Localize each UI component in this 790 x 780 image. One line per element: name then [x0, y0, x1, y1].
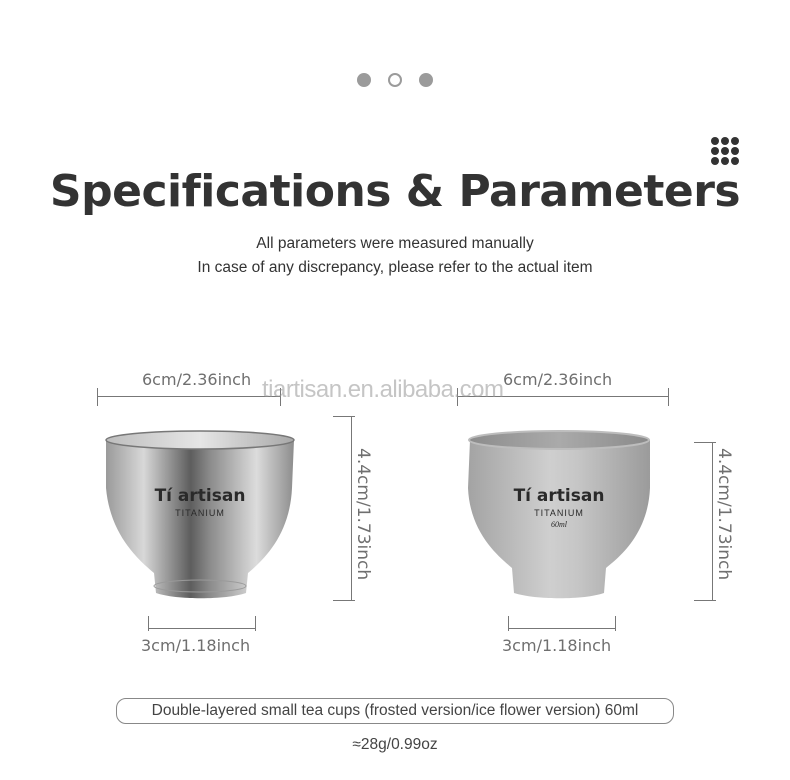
width-dimension-line-1 — [97, 396, 280, 397]
base-tick-right-2 — [615, 616, 616, 631]
carousel-indicators — [357, 73, 433, 87]
height-dimension-line-1 — [351, 416, 352, 600]
carousel-dot-2-active[interactable] — [388, 73, 402, 87]
carousel-dot-1[interactable] — [357, 73, 371, 87]
height-label-1: 4.4cm/1.73inch — [353, 448, 373, 581]
width-tick-right-2 — [668, 388, 669, 406]
product-name-badge: Double-layered small tea cups (frosted version/ice flower version) 60ml — [116, 698, 674, 724]
page-title: Specifications & Parameters — [49, 166, 741, 217]
watermark: tiartisan.en.alibaba.com — [262, 376, 504, 403]
height-tick-bottom-2 — [694, 600, 716, 601]
width-tick-left-1 — [97, 388, 98, 406]
base-tick-right-1 — [255, 616, 256, 631]
cup-image-ice-flower — [96, 428, 304, 603]
height-dimension-line-2 — [712, 442, 713, 600]
base-dimension-line-2 — [508, 628, 615, 629]
cup-image-frosted — [456, 428, 662, 603]
width-label-1: 6cm/2.36inch — [142, 370, 252, 389]
cup-engraving-2: Tí artisan TITANIUM 60ml — [513, 486, 605, 529]
height-tick-bottom-1 — [333, 600, 355, 601]
carousel-dot-3[interactable] — [419, 73, 433, 87]
base-label-2: 3cm/1.18inch — [502, 636, 612, 655]
width-label-2: 6cm/2.36inch — [503, 370, 613, 389]
base-label-1: 3cm/1.18inch — [141, 636, 251, 655]
grid-dots-icon[interactable] — [711, 137, 739, 165]
base-dimension-line-1 — [148, 628, 255, 629]
cup-engraving-1: Tí artisan TITANIUM — [154, 486, 246, 518]
weight-label: ≈28g/0.99oz — [352, 736, 438, 753]
height-label-2: 4.4cm/1.73inch — [714, 448, 734, 581]
subtitle-line-1: All parameters were measured manually — [256, 235, 534, 252]
subtitle-line-2: In case of any discrepancy, please refer to the actual item — [197, 259, 593, 276]
